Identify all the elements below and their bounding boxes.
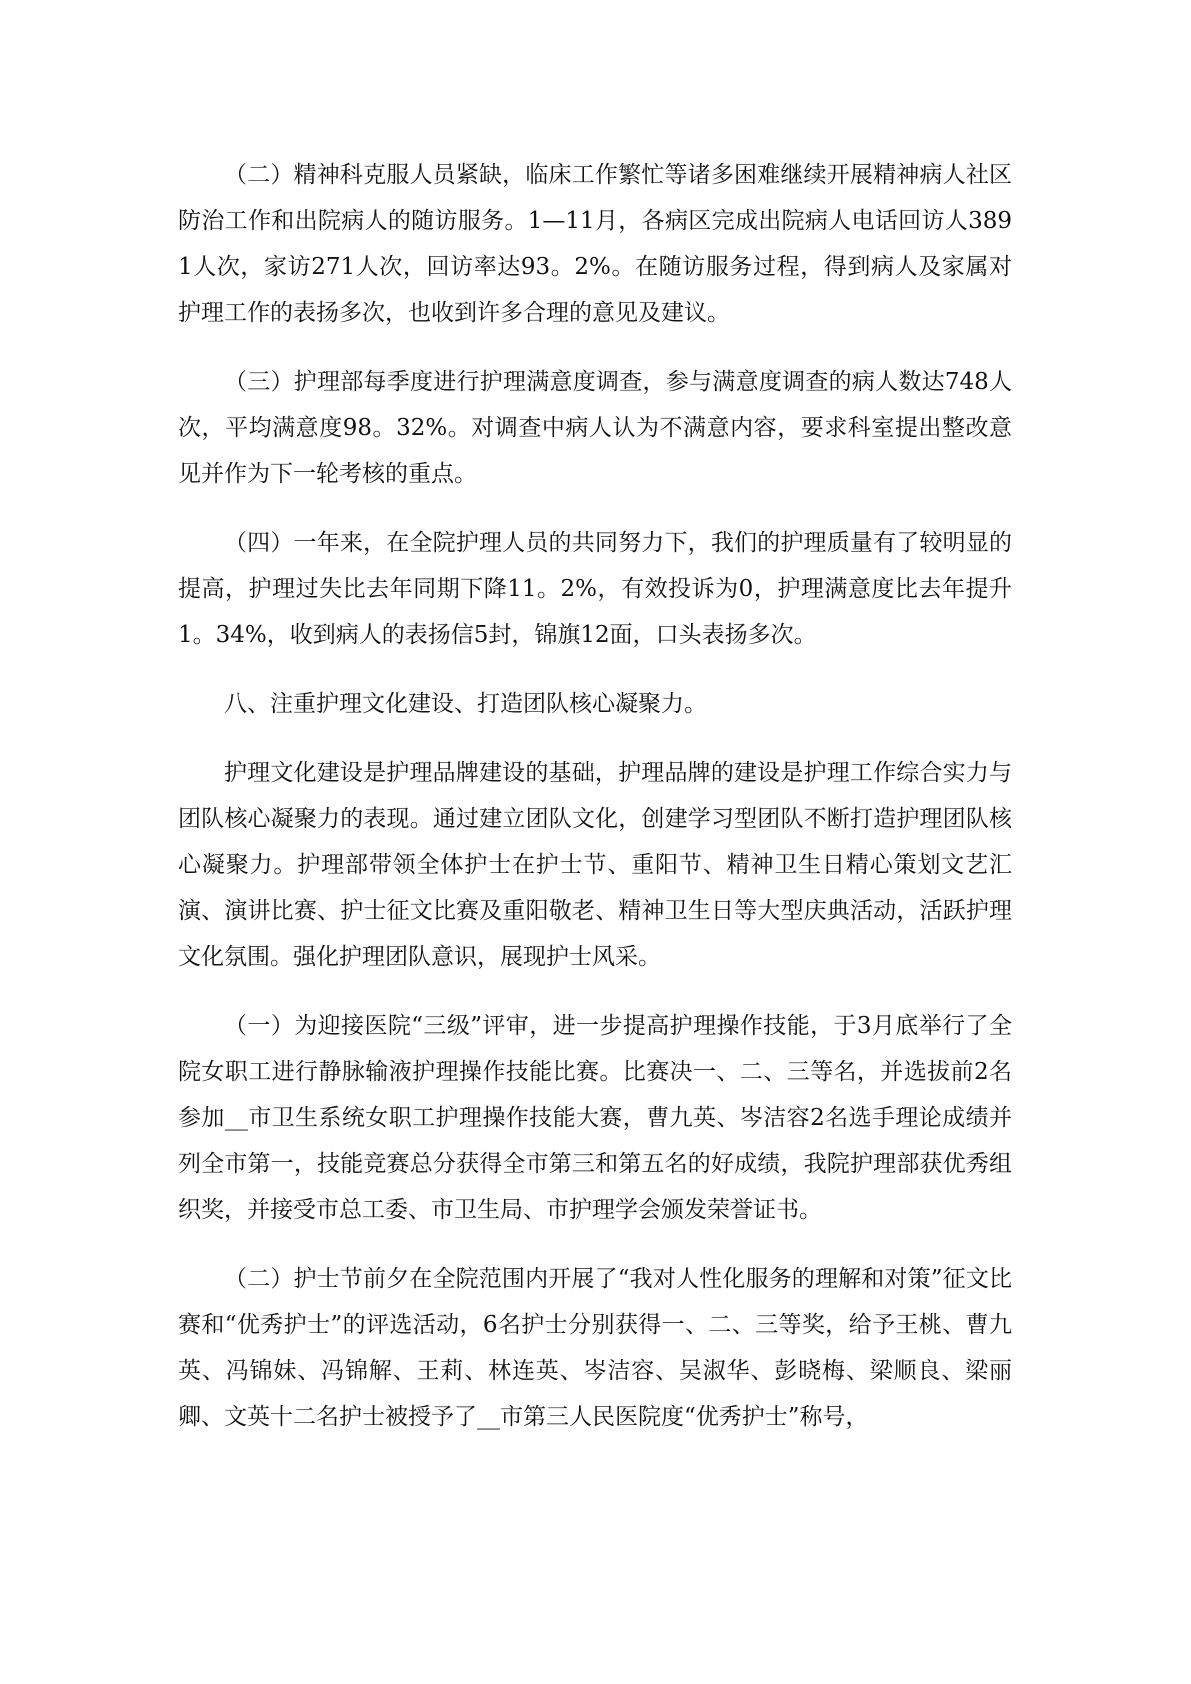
paragraph-skills-competition: （一）为迎接医院“三级”评审，进一步提高护理操作技能，于3月底举行了全院女职工进行静脉输液护理操作技能比赛。比赛决一、二、三等名，并选拔前2名参加__市卫生系统女职工护理操作技能大赛，曹九英、岑洁容2名选手理论成绩并列全市第一，技能竞赛总分获得全市第三和第五名的好成绩，我院护理部获优秀组织奖，并接受市总工委、市卫生局、市护理学会颁发荣誉证书。 <box>178 1013 1012 1223</box>
paragraph-nursing-culture: 护理文化建设是护理品牌建设的基础，护理品牌的建设是护理工作综合实力与团队核心凝聚力的表现。通过建立团队文化，创建学习型团队不断打造护理团队核心凝聚力。护理部带领全体护士在护士节、重阳节、精神卫生日精心策划文艺汇演、演讲比赛、护士征文比赛及重阳敬老、精神卫生日等大型庆典活动，活跃护理文化氛围。强化护理团队意识，展现护士风采。 <box>178 760 1012 970</box>
paragraph-quality-improvement: （四）一年来，在全院护理人员的共同努力下，我们的护理质量有了较明显的提高，护理过失比去年同期下降11。2%，有效投诉为0，护理满意度比去年提升1。34%，收到病人的表扬信5封，锦旗12面，口头表扬多次。 <box>178 530 1012 648</box>
document-body <box>178 152 1012 1463</box>
section-heading-nursing-culture: 八、注重护理文化建设、打造团队核心凝聚力。 <box>224 691 707 717</box>
paragraph-essay-contest: （二）护士节前夕在全院范围内开展了“我对人性化服务的理解和对策”征文比赛和“优秀护士”的评选活动，6名护士分别获得一、二、三等奖，给予王桃、曹九英、冯锦妹、冯锦解、王莉、林连英、岑洁容、吴淑华、彭晓梅、梁顺良、梁丽卿、文英十二名护士被授予了__市第三人民医院度“优秀护士”称号， <box>178 1266 1012 1430</box>
paragraph-satisfaction-survey: （三）护理部每季度进行护理满意度调查，参与满意度调查的病人数达748人次，平均满意度98。32%。对调查中病人认为不满意内容，要求科室提出整改意见并作为下一轮考核的重点。 <box>178 369 1012 487</box>
paragraph-psychiatric-followup: （二）精神科克服人员紧缺，临床工作繁忙等诸多困难继续开展精神病人社区防治工作和出院病人的随访服务。1—11月，各病区完成出院病人电话回访人3891人次，家访271人次，回访率达93。2%。在随访服务过程，得到病人及家属对护理工作的表扬多次，也收到许多合理的意见及建议。 <box>178 162 1012 326</box>
